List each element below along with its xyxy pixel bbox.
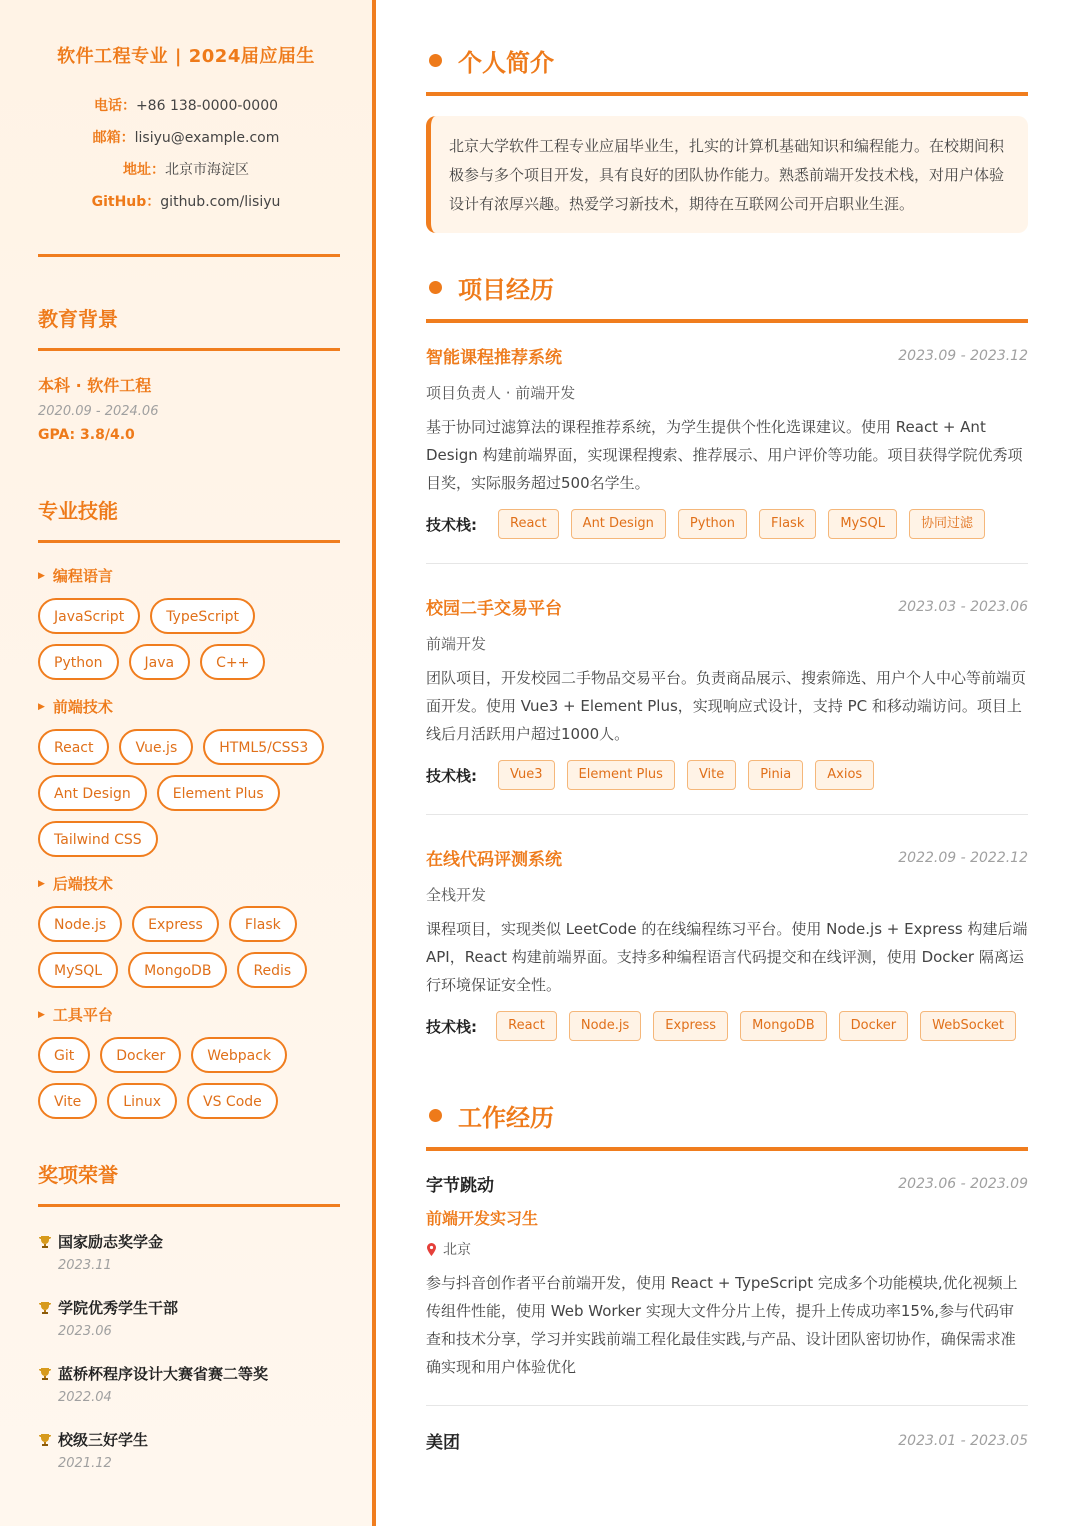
award-date: 2023.06: [58, 1324, 112, 1339]
project-header: [426, 594, 1028, 619]
contact-label: 电话：: [93, 98, 136, 114]
project-header: [426, 343, 1028, 368]
contact-label: 邮箱：: [92, 130, 135, 146]
skill-pill: Git: [38, 1037, 90, 1073]
location-pin-icon: [426, 1243, 437, 1256]
job-header: [426, 1428, 1028, 1453]
bullet-dot-icon: [429, 1109, 442, 1122]
skill-category-name: 前端技术: [52, 698, 113, 716]
education-degree: 本科 · 软件工程: [38, 376, 152, 395]
project-role: 全栈开发: [426, 886, 487, 904]
summary-title: 个人简介: [458, 48, 554, 77]
contact-label: 地址：: [123, 162, 165, 178]
skill-pill: Express: [132, 906, 219, 942]
skill-pill: Flask: [229, 906, 297, 942]
tech-stack-label: 技术栈:: [426, 1017, 477, 1036]
skill-pill: Node.js: [38, 906, 122, 942]
job-company: 美团: [426, 1433, 460, 1453]
triangle-icon: ▶: [38, 701, 45, 712]
major-subtitle: 软件工程专业 | 2024届应届生: [57, 46, 315, 67]
skill-pill: Redis: [237, 952, 307, 988]
section-divider: [426, 1147, 1028, 1151]
skill-pill: MongoDB: [128, 952, 227, 988]
bullet-dot-icon: [429, 281, 442, 294]
skill-category-name: 编程语言: [52, 567, 113, 585]
job-location: [426, 1239, 1028, 1259]
tech-tag: Flask: [759, 509, 816, 539]
main-content: [426, 0, 1028, 1453]
job-item: [426, 1171, 1028, 1406]
section-divider: [38, 1204, 340, 1207]
tech-stack-label: 技术栈:: [426, 766, 477, 785]
skill-pill: TypeScript: [150, 598, 255, 634]
projects-title: 项目经历: [458, 275, 554, 304]
section-divider: [38, 348, 340, 351]
tech-tag: Express: [653, 1011, 728, 1041]
award-name-row: [38, 1231, 334, 1252]
project-description: 团队项目，开发校园二手物品交易平台。负责商品展示、搜索筛选、用户个人中心等前端页面开发。使用 Vue3 + Element Plus，实现响应式设计，支持 PC 和移动端访问。项目上线后月活跃用户超过1000人。: [426, 669, 1027, 743]
contact-value: github.com/lisiyu: [160, 194, 281, 210]
project-item: [426, 594, 1028, 815]
contact-value: lisiyu@example.com: [134, 130, 280, 146]
skill-pills: [38, 598, 338, 680]
award-item: [38, 1363, 334, 1405]
tech-tag: Pinia: [748, 760, 803, 790]
section-divider: [38, 540, 340, 543]
work-section-title: [426, 1095, 1028, 1135]
trophy-icon: [38, 1301, 52, 1315]
skill-pills: [38, 1037, 338, 1119]
tech-tag: Vite: [687, 760, 736, 790]
project-date: 2022.09 - 2022.12: [898, 849, 1028, 866]
tech-tag: Vue3: [498, 760, 555, 790]
skill-pill: MySQL: [38, 952, 118, 988]
skill-pill: React: [38, 729, 109, 765]
job-title: 前端开发实习生: [426, 1209, 539, 1228]
skill-pill: Ant Design: [38, 775, 147, 811]
tech-tag: MySQL: [828, 509, 897, 539]
contact-address: [38, 154, 334, 186]
skill-pill: Docker: [100, 1037, 181, 1073]
skill-pill: JavaScript: [38, 598, 140, 634]
tech-tag: Element Plus: [567, 760, 675, 790]
contact-value: +86 138-0000-0000: [135, 98, 279, 114]
project-item: [426, 343, 1028, 564]
tech-tag: MongoDB: [740, 1011, 827, 1041]
header-divider: [38, 254, 340, 257]
job-description: 参与抖音创作者平台前端开发，使用 React + TypeScript 完成多个功能模块,优化视频上传组件性能，使用 Web Worker 实现大文件分片上传，提升上传成功率15%,参与代码审查和技术分享，学习并实践前端工程化最佳实践,与产品、设计团队密切协作，确保需求准确实现和用户体验优化: [426, 1274, 1018, 1376]
section-divider: [426, 92, 1028, 96]
trophy-icon: [38, 1367, 52, 1381]
job-date: 2023.01 - 2023.05: [898, 1432, 1028, 1449]
award-date: 2022.04: [58, 1390, 112, 1405]
bullet-dot-icon: [429, 54, 442, 67]
skill-category: [38, 1004, 334, 1025]
tech-stack: [426, 760, 1028, 790]
project-date: 2023.03 - 2023.06: [898, 598, 1028, 615]
summary-section-title: [426, 40, 1028, 80]
award-item: [38, 1231, 334, 1273]
sidebar-header: [38, 42, 334, 218]
tech-tag: Python: [678, 509, 747, 539]
tech-stack: [426, 509, 1028, 539]
summary-box: 北京大学软件工程专业应届毕业生，扎实的计算机基础知识和编程能力。在校期间积极参与多个项目开发，具有良好的团队协作能力。熟悉前端开发技术栈，对用户体验设计有浓厚兴趣。热爱学习新技术，期待在互联网公司开启职业生涯。: [426, 116, 1028, 233]
skill-pill: Java: [129, 644, 191, 680]
project-role: 项目负责人 · 前端开发: [426, 384, 576, 402]
award-name-row: [38, 1363, 334, 1384]
skill-pills: [38, 906, 338, 988]
triangle-icon: ▶: [38, 878, 45, 889]
job-header: [426, 1171, 1028, 1196]
award-name: 校级三好学生: [58, 1431, 149, 1449]
award-item: [38, 1429, 334, 1471]
skill-pill: C++: [200, 644, 265, 680]
skill-pill: Linux: [107, 1083, 177, 1119]
sidebar: [0, 0, 376, 1526]
skill-category: [38, 696, 334, 717]
contact-list: [38, 90, 334, 218]
education-date: 2020.09 - 2024.06: [38, 404, 159, 419]
tech-tag: 协同过滤: [909, 509, 985, 539]
job-date: 2023.06 - 2023.09: [898, 1175, 1028, 1192]
contact-github: [38, 186, 334, 218]
skill-pills: [38, 729, 338, 857]
skill-pill: Element Plus: [157, 775, 280, 811]
award-date: 2023.11: [58, 1258, 112, 1273]
skill-pill: Vite: [38, 1083, 97, 1119]
tech-stack: [426, 1011, 1028, 1041]
education-gpa: GPA: 3.8/4.0: [38, 427, 135, 443]
award-name-row: [38, 1297, 334, 1318]
skill-category-name: 工具平台: [52, 1006, 113, 1024]
skill-category: [38, 873, 334, 894]
project-name: 在线代码评测系统: [426, 850, 562, 870]
tech-tag: React: [496, 1011, 557, 1041]
tech-tag: Axios: [815, 760, 874, 790]
project-header: [426, 845, 1028, 870]
tech-tag: WebSocket: [920, 1011, 1016, 1041]
section-divider: [426, 319, 1028, 323]
tech-tag: Ant Design: [571, 509, 666, 539]
triangle-icon: ▶: [38, 570, 45, 581]
skill-pill: Webpack: [191, 1037, 287, 1073]
awards-title: 奖项荣誉: [38, 1163, 118, 1187]
trophy-icon: [38, 1433, 52, 1447]
project-date: 2023.09 - 2023.12: [898, 347, 1028, 364]
award-name-row: [38, 1429, 334, 1450]
job-company: 字节跳动: [426, 1176, 494, 1196]
project-name: 智能课程推荐系统: [426, 348, 562, 368]
project-description: 基于协同过滤算法的课程推荐系统，为学生提供个性化选课建议。使用 React + Ant Design 构建前端界面，实现课程搜索、推荐展示、用户评价等功能。项目获得学院优秀项目奖，实际服务超过500名学生。: [426, 418, 1023, 492]
project-description: 课程项目，实现类似 LeetCode 的在线编程练习平台。使用 Node.js + Express 构建后端 API，React 构建前端界面。支持多种编程语言代码提交和在线评测，使用 Docker 隔离运行环境保证安全性。: [426, 920, 1028, 994]
work-title: 工作经历: [458, 1103, 554, 1132]
award-name: 学院优秀学生干部: [58, 1299, 179, 1317]
tech-stack-label: 技术栈:: [426, 515, 477, 534]
award-date: 2021.12: [58, 1456, 112, 1471]
contact-phone: [38, 90, 334, 122]
tech-tag: React: [498, 509, 559, 539]
trophy-icon: [38, 1235, 52, 1249]
tech-tag: Docker: [839, 1011, 909, 1041]
skill-pill: VS Code: [187, 1083, 278, 1119]
award-item: [38, 1297, 334, 1339]
contact-label: GitHub：: [91, 194, 161, 210]
project-name: 校园二手交易平台: [426, 599, 562, 619]
award-name: 蓝桥杯程序设计大赛省赛二等奖: [58, 1365, 269, 1383]
skill-pill: Tailwind CSS: [38, 821, 158, 857]
skill-pill: Vue.js: [119, 729, 193, 765]
award-name: 国家励志奖学金: [58, 1233, 164, 1251]
tech-tag: Node.js: [569, 1011, 641, 1041]
skill-pill: HTML5/CSS3: [203, 729, 324, 765]
education-title: 教育背景: [38, 307, 118, 331]
contact-email: [38, 122, 334, 154]
skill-category-name: 后端技术: [52, 875, 113, 893]
job-location-text: 北京: [443, 1242, 471, 1258]
skill-category: [38, 565, 334, 586]
triangle-icon: ▶: [38, 1009, 45, 1020]
skills-title: 专业技能: [38, 499, 118, 523]
projects-section-title: [426, 267, 1028, 307]
skill-pill: Python: [38, 644, 119, 680]
contact-value: 北京市海淀区: [165, 162, 249, 178]
project-item: [426, 845, 1028, 1065]
project-role: 前端开发: [426, 635, 487, 653]
